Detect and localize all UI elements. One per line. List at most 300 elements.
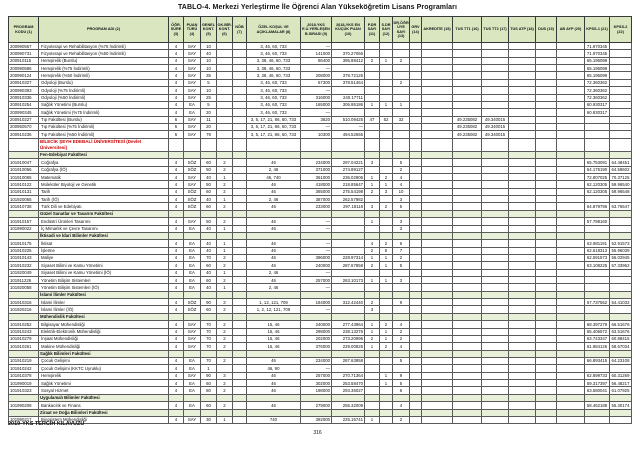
cell-nob <box>233 43 247 50</box>
cell-en-kucuk-puan: 228.97314 <box>332 254 365 261</box>
cell-genel-kont: 90 <box>201 372 217 379</box>
cell-puan-turu: SAY <box>184 123 201 130</box>
cell-ogr-sure: 4 <box>169 335 184 342</box>
cell-doc-sayi <box>380 166 393 173</box>
cell-tus-tt1 <box>453 159 482 166</box>
cell-genel-kont: 40 <box>201 174 217 181</box>
col-header-kpss-1: KPSS-1 (21) <box>585 17 610 43</box>
cell-akredite <box>422 65 453 72</box>
cell-nob <box>233 151 247 158</box>
cell-akredite <box>422 409 453 416</box>
cell-kpss-2 <box>610 232 632 239</box>
cell-en-kucuk-puan: 293.36027 <box>332 387 365 394</box>
cell-ab-ayp <box>557 365 585 372</box>
cell-ogr-sure: 4 <box>169 225 184 232</box>
cell-genel-kont: 20 <box>201 123 217 130</box>
cell-tus-tt2 <box>482 72 509 79</box>
cell-akredite <box>422 123 453 130</box>
cell-akredite <box>422 196 453 203</box>
cell-genel-kont: 70 <box>201 343 217 350</box>
cell-nob <box>233 57 247 64</box>
cell-akredite <box>422 94 453 101</box>
cell-tus-atp <box>509 181 536 188</box>
cell-nob <box>233 409 247 416</box>
cell-prof-sayi: 3 <box>365 306 380 313</box>
cell-doc-sayi <box>380 306 393 313</box>
cell-okbir-kont <box>217 50 233 57</box>
cell-doc-sayi <box>380 387 393 394</box>
cell-ogr-sure: 4 <box>169 416 184 423</box>
cell-ab-ayp <box>557 321 585 328</box>
program-row <box>9 87 632 94</box>
cell-puan-turu: SAY <box>184 131 201 138</box>
cell-akredite <box>422 232 453 239</box>
cell-prof-sayi <box>365 166 380 173</box>
cell-prof-sayi <box>365 94 380 101</box>
cell-okbir-kont <box>217 232 233 239</box>
cell-kpss-2 <box>610 43 632 50</box>
cell-tus-tt1 <box>453 372 482 379</box>
cell-basari-sirasi: — <box>301 225 332 232</box>
cell-dus <box>536 232 557 239</box>
cell-program-adi: İç Mimarlık ve Çevre Tasarımı <box>39 225 169 232</box>
cell-nob <box>233 277 247 284</box>
cell-kpss-2 <box>610 269 632 276</box>
cell-grv <box>410 57 422 64</box>
cell-genel-kont: 70 <box>201 321 217 328</box>
cell-ozel-kosul: 15, 46 <box>247 328 301 335</box>
cell-doc-sayi: 1 <box>380 380 393 387</box>
cell-tus-tt2 <box>482 350 509 357</box>
cell-okbir-kont: 2 <box>217 181 233 188</box>
faculty-label: Mühendislik Fakültesi <box>39 313 169 320</box>
program-row <box>9 116 632 123</box>
cell-tus-tt1: 49.235082 <box>453 123 482 130</box>
cell-prof-sayi <box>365 357 380 364</box>
cell-kpss-1 <box>585 365 610 372</box>
cell-akredite <box>422 394 453 401</box>
cell-tus-atp <box>509 232 536 239</box>
cell-en-kucuk-puan <box>332 247 365 254</box>
cell-genel-kont: 35 <box>201 72 217 79</box>
university-label: BİLECİK ŞEYH EDEBALİ ÜNİVERSİTESİ (Devlet Üniversitesi) <box>39 138 169 151</box>
cell-ozel-kosul: 2, 46 <box>247 269 301 276</box>
cell-en-kucuk-puan: 253.58470 <box>332 380 365 387</box>
cell-dus <box>536 306 557 313</box>
cell-nob <box>233 269 247 276</box>
cell-program-kodu: 101920216 <box>9 306 39 313</box>
cell-program-adi: Coğrafya <box>39 159 169 166</box>
cell-program-adi: Sosyal Hizmet <box>39 387 169 394</box>
cell-grv <box>410 181 422 188</box>
cell-kpss-2 <box>610 109 632 116</box>
cell-genel-kont: 50 <box>201 181 217 188</box>
cell-dr-ogr-uye-sayi <box>393 232 410 239</box>
cell-program-adi: Siyaset Bilimi ve Kamu Yönetimi <box>39 262 169 269</box>
cell-ogr-sure: 4 <box>169 357 184 364</box>
cell-okbir-kont: 2 <box>217 328 233 335</box>
cell-en-kucuk-puan <box>332 210 365 217</box>
faculty-label: Ziraat ve Doğa Bilimleri Fakültesi <box>39 409 169 416</box>
cell-tus-tt2 <box>482 232 509 239</box>
cell-en-kucuk-puan <box>332 291 365 298</box>
cell-tus-atp <box>509 43 536 50</box>
cell-puan-turu: EA <box>184 269 201 276</box>
cell-basari-sirasi: 418000 <box>301 181 332 188</box>
cell-kpss-1: 64.175190 <box>585 166 610 173</box>
cell-ozel-kosul: 15, 46 <box>247 335 301 342</box>
cell-prof-sayi: 3 <box>365 159 380 166</box>
cell-ab-ayp <box>557 240 585 247</box>
cell-puan-turu: SAY <box>184 174 201 181</box>
cell-dr-ogr-uye-sayi: 5 <box>393 357 410 364</box>
cell-kpss-1 <box>585 232 610 239</box>
cell-ogr-sure: 4 <box>169 247 184 254</box>
cell-kpss-1: 65.195099 <box>585 65 610 72</box>
cell-tus-atp <box>509 218 536 225</box>
faculty-label: İslami İlimler Fakültesi <box>39 291 169 298</box>
cell-kpss-2 <box>610 291 632 298</box>
cell-dr-ogr-uye-sayi: 2 <box>393 416 410 423</box>
cell-dr-ogr-uye-sayi <box>393 291 410 298</box>
cell-genel-kont: 80 <box>201 387 217 394</box>
cell-dus <box>536 159 557 166</box>
cell-doc-sayi: 1 <box>380 372 393 379</box>
cell-ozel-kosul: 46, 90 <box>247 365 301 372</box>
cell-ab-ayp <box>557 350 585 357</box>
cell-tus-atp <box>509 123 536 130</box>
cell-kpss-2: 64.23108 <box>610 357 632 364</box>
program-row <box>9 50 632 57</box>
cell-program-kodu: 101910316 <box>9 299 39 306</box>
cell-okbir-kont: 1 <box>217 269 233 276</box>
cell-grv <box>410 50 422 57</box>
cell-doc-sayi <box>380 394 393 401</box>
cell-genel-kont: 10 <box>201 57 217 64</box>
cell-tus-atp <box>509 87 536 94</box>
cell-ab-ayp <box>557 196 585 203</box>
cell-nob <box>233 203 247 210</box>
cell-doc-sayi <box>380 357 393 364</box>
cell-akredite <box>422 416 453 423</box>
cell-prof-sayi <box>365 131 380 138</box>
cell-puan-turu <box>184 313 201 320</box>
cell-tus-tt1 <box>453 196 482 203</box>
cell-prof-sayi: 2 <box>365 247 380 254</box>
cell-tus-tt2 <box>482 380 509 387</box>
cell-dus <box>536 188 557 195</box>
cell-nob <box>233 65 247 72</box>
cell-kpss-1: 58.462188 <box>585 402 610 409</box>
cell-basari-sirasi: 240000 <box>301 321 332 328</box>
cell-grv <box>410 116 422 123</box>
cell-ab-ayp <box>557 43 585 50</box>
cell-genel-kont: 60 <box>201 402 217 409</box>
cell-ozel-kosul: 3, 46, 60, 733 <box>247 43 301 50</box>
cell-dr-ogr-uye-sayi <box>393 65 410 72</box>
cell-ab-ayp <box>557 188 585 195</box>
cell-grv <box>410 159 422 166</box>
cell-dus <box>536 196 557 203</box>
cell-program-adi: İktisat <box>39 240 169 247</box>
cell-kpss-2: 55.30174 <box>610 402 632 409</box>
program-row <box>9 357 632 364</box>
cell-doc-sayi <box>380 50 393 57</box>
cell-ab-ayp <box>557 306 585 313</box>
cell-kpss-1 <box>585 151 610 158</box>
cell-tus-tt2 <box>482 262 509 269</box>
cell-program-kodu: 200990393 <box>9 87 39 94</box>
cell-genel-kont: 50 <box>201 166 217 173</box>
cell-program-kodu: 101920049 <box>9 269 39 276</box>
cell-en-kucuk-puan: 287.67858 <box>332 262 365 269</box>
cell-doc-sayi <box>380 43 393 50</box>
cell-dus <box>536 210 557 217</box>
cell-prof-sayi: 2 <box>365 335 380 342</box>
cell-tus-tt2 <box>482 218 509 225</box>
cell-en-kucuk-puan: 263.10173 <box>332 277 365 284</box>
cell-dr-ogr-uye-sayi: 4 <box>393 402 410 409</box>
cell-program-adi: Fizyoterapi ve Rehabilitasyon (%75 İndirimli) <box>39 43 169 50</box>
cell-ab-ayp <box>557 101 585 108</box>
col-header-dus: DUS (19) <box>536 17 557 43</box>
cell-tus-tt1 <box>453 380 482 387</box>
cell-dus <box>536 409 557 416</box>
cell-okbir-kont <box>217 109 233 116</box>
cell-akredite <box>422 101 453 108</box>
cell-tus-tt1 <box>453 402 482 409</box>
cell-dus <box>536 247 557 254</box>
cell-en-kucuk-puan <box>332 232 365 239</box>
cell-tus-atp <box>509 116 536 123</box>
cell-tus-atp <box>509 284 536 291</box>
cell-dr-ogr-uye-sayi <box>393 394 410 401</box>
cell-tus-tt2 <box>482 94 509 101</box>
cell-kpss-2 <box>610 365 632 372</box>
cell-kpss-1: 57.798160 <box>585 218 610 225</box>
cell-basari-sirasi: 371000 <box>301 166 332 173</box>
program-row <box>9 94 632 101</box>
cell-ogr-sure <box>169 232 184 239</box>
cell-tus-tt2 <box>482 357 509 364</box>
cell-ab-ayp <box>557 65 585 72</box>
cell-tus-atp <box>509 313 536 320</box>
cell-ab-ayp <box>557 291 585 298</box>
cell-grv <box>410 174 422 181</box>
cell-doc-sayi: 1 <box>380 277 393 284</box>
cell-ogr-sure: 4 <box>169 43 184 50</box>
cell-nob <box>233 166 247 173</box>
cell-tus-tt1 <box>453 328 482 335</box>
cell-doc-sayi <box>380 138 393 151</box>
program-row <box>9 284 632 291</box>
cell-grv <box>410 254 422 261</box>
cell-grv <box>410 365 422 372</box>
cell-tus-atp <box>509 109 536 116</box>
cell-doc-sayi <box>380 123 393 130</box>
cell-grv <box>410 79 422 86</box>
cell-grv <box>410 240 422 247</box>
cell-tus-tt1 <box>453 101 482 108</box>
cell-okbir-kont <box>217 123 233 130</box>
cell-en-kucuk-puan: 395.88412 <box>332 57 365 64</box>
cell-en-kucuk-puan: 273.20996 <box>332 335 365 342</box>
col-header-grv: GRV (14) <box>410 17 422 43</box>
cell-genel-kont: 40 <box>201 284 217 291</box>
cell-akredite <box>422 402 453 409</box>
cell-genel-kont <box>201 409 217 416</box>
cell-program-kodu: 200910115 <box>9 57 39 64</box>
cell-program-kodu: 101920065 <box>9 196 39 203</box>
cell-ab-ayp <box>557 166 585 173</box>
program-row <box>9 159 632 166</box>
faculty-row <box>9 350 632 357</box>
cell-program-kodu: 101910323 <box>9 387 39 394</box>
cell-doc-sayi <box>380 284 393 291</box>
cell-ab-ayp <box>557 50 585 57</box>
cell-prof-sayi <box>365 394 380 401</box>
cell-ogr-sure: 4 <box>169 50 184 57</box>
cell-genel-kont: 60 <box>201 277 217 284</box>
cell-basari-sirasi: — <box>301 240 332 247</box>
cell-puan-turu: SÖZ <box>184 203 201 210</box>
cell-genel-kont: 30 <box>201 416 217 423</box>
cell-dus <box>536 299 557 306</box>
cell-tus-tt1 <box>453 387 482 394</box>
cell-basari-sirasi: 361000 <box>301 174 332 181</box>
cell-prof-sayi <box>365 409 380 416</box>
cell-grv <box>410 131 422 138</box>
cell-tus-tt2: 49.340015 <box>482 116 509 123</box>
cell-tus-tt1 <box>453 218 482 225</box>
cell-tus-atp <box>509 188 536 195</box>
cell-ab-ayp <box>557 181 585 188</box>
cell-dr-ogr-uye-sayi <box>393 94 410 101</box>
cell-dr-ogr-uye-sayi <box>393 151 410 158</box>
cell-dus <box>536 277 557 284</box>
cell-basari-sirasi: — <box>301 306 332 313</box>
cell-basari-sirasi: — <box>301 43 332 50</box>
cell-tus-tt2 <box>482 159 509 166</box>
cell-tus-tt1 <box>453 225 482 232</box>
cell-tus-atp <box>509 328 536 335</box>
cell-program-adi: Sağlık Yönetimi (Burslu) <box>39 101 169 108</box>
cell-genel-kont: 90 <box>201 299 217 306</box>
cell-basari-sirasi: — <box>301 269 332 276</box>
cell-ab-ayp <box>557 174 585 181</box>
cell-puan-turu <box>184 394 201 401</box>
cell-dus <box>536 291 557 298</box>
cell-akredite <box>422 151 453 158</box>
col-header-dr-ogr-uye-sayi: DR.ÖĞR ÜYE SAYI (13) <box>393 17 410 43</box>
cell-ozel-kosul <box>247 232 301 239</box>
cell-dr-ogr-uye-sayi <box>393 269 410 276</box>
cell-dr-ogr-uye-sayi <box>393 138 410 151</box>
faculty-row <box>9 409 632 416</box>
cell-kpss-2: 70.37125 <box>610 174 632 181</box>
cell-kpss-2 <box>610 394 632 401</box>
cell-prof-sayi <box>365 380 380 387</box>
cell-puan-turu: SAY <box>184 416 201 423</box>
cell-genel-kont: 40 <box>201 225 217 232</box>
cell-ozel-kosul: 46 <box>247 203 301 210</box>
cell-okbir-kont: 1 <box>217 174 233 181</box>
cell-dr-ogr-uye-sayi: 2 <box>393 254 410 261</box>
cell-dr-ogr-uye-sayi: 2 <box>393 328 410 335</box>
cell-tus-tt2 <box>482 50 509 57</box>
cell-ab-ayp <box>557 357 585 364</box>
cell-grv <box>410 402 422 409</box>
cell-akredite <box>422 57 453 64</box>
cell-kpss-2 <box>610 218 632 225</box>
cell-program-kodu: 101910252 <box>9 321 39 328</box>
col-header-puan-turu: PUAN TÜRÜ (4) <box>184 17 201 43</box>
cell-program-kodu: 200950570 <box>9 123 39 130</box>
cell-kpss-2: 52.91573 <box>610 240 632 247</box>
cell-basari-sirasi: 376000 <box>301 343 332 350</box>
cell-program-adi: Sağlık Yönetimi (%75 İndirimli) <box>39 109 169 116</box>
cell-grv <box>410 94 422 101</box>
cell-program-kodu <box>9 138 39 151</box>
cell-ab-ayp <box>557 79 585 86</box>
cell-dr-ogr-uye-sayi: 5 <box>393 262 410 269</box>
cell-genel-kont: 79 <box>201 131 217 138</box>
cell-ab-ayp <box>557 210 585 217</box>
cell-dus <box>536 79 557 86</box>
cell-ozel-kosul: 46 <box>247 402 301 409</box>
cell-tus-tt2 <box>482 65 509 72</box>
cell-prof-sayi <box>365 365 380 372</box>
cell-tus-tt2 <box>482 203 509 210</box>
cell-ozel-kosul: 2, 46 <box>247 166 301 173</box>
cell-kpss-2: 66.51676 <box>610 321 632 328</box>
cell-grv <box>410 350 422 357</box>
program-row <box>9 57 632 64</box>
cell-tus-atp <box>509 321 536 328</box>
cell-dus <box>536 218 557 225</box>
cell-ozel-kosul: 46 <box>247 277 301 284</box>
cell-ogr-sure: 4 <box>169 321 184 328</box>
cell-genel-kont: 70 <box>201 335 217 342</box>
cell-doc-sayi: 1 <box>380 254 393 261</box>
cell-ozel-kosul <box>247 409 301 416</box>
cell-dus <box>536 240 557 247</box>
cell-kpss-2: 60.31269 <box>610 372 632 379</box>
cell-doc-sayi: 2 <box>380 203 393 210</box>
university-row <box>9 138 632 151</box>
cell-tus-tt1 <box>453 291 482 298</box>
cell-akredite <box>422 335 453 342</box>
cell-nob <box>233 232 247 239</box>
cell-kpss-2 <box>610 138 632 151</box>
cell-kpss-1 <box>585 284 610 291</box>
cell-kpss-2 <box>610 196 632 203</box>
cell-kpss-1: 66.893415 <box>585 357 610 364</box>
cell-dr-ogr-uye-sayi: 6 <box>393 387 410 394</box>
cell-kpss-1 <box>585 116 610 123</box>
cell-nob <box>233 159 247 166</box>
cell-puan-turu <box>184 210 201 217</box>
cell-ab-ayp <box>557 232 585 239</box>
cell-program-adi: Çocuk Gelişimi (KKTC Uyruklu) <box>39 365 169 372</box>
cell-ozel-kosul: 46 <box>247 357 301 364</box>
cell-kpss-1 <box>585 394 610 401</box>
cell-grv <box>410 210 422 217</box>
cell-kpss-1: 60.930317 <box>585 101 610 108</box>
cell-dus <box>536 87 557 94</box>
cell-prof-sayi <box>365 87 380 94</box>
cell-program-adi: Tıp Fakültesi (%50 İndirimli) <box>39 131 169 138</box>
